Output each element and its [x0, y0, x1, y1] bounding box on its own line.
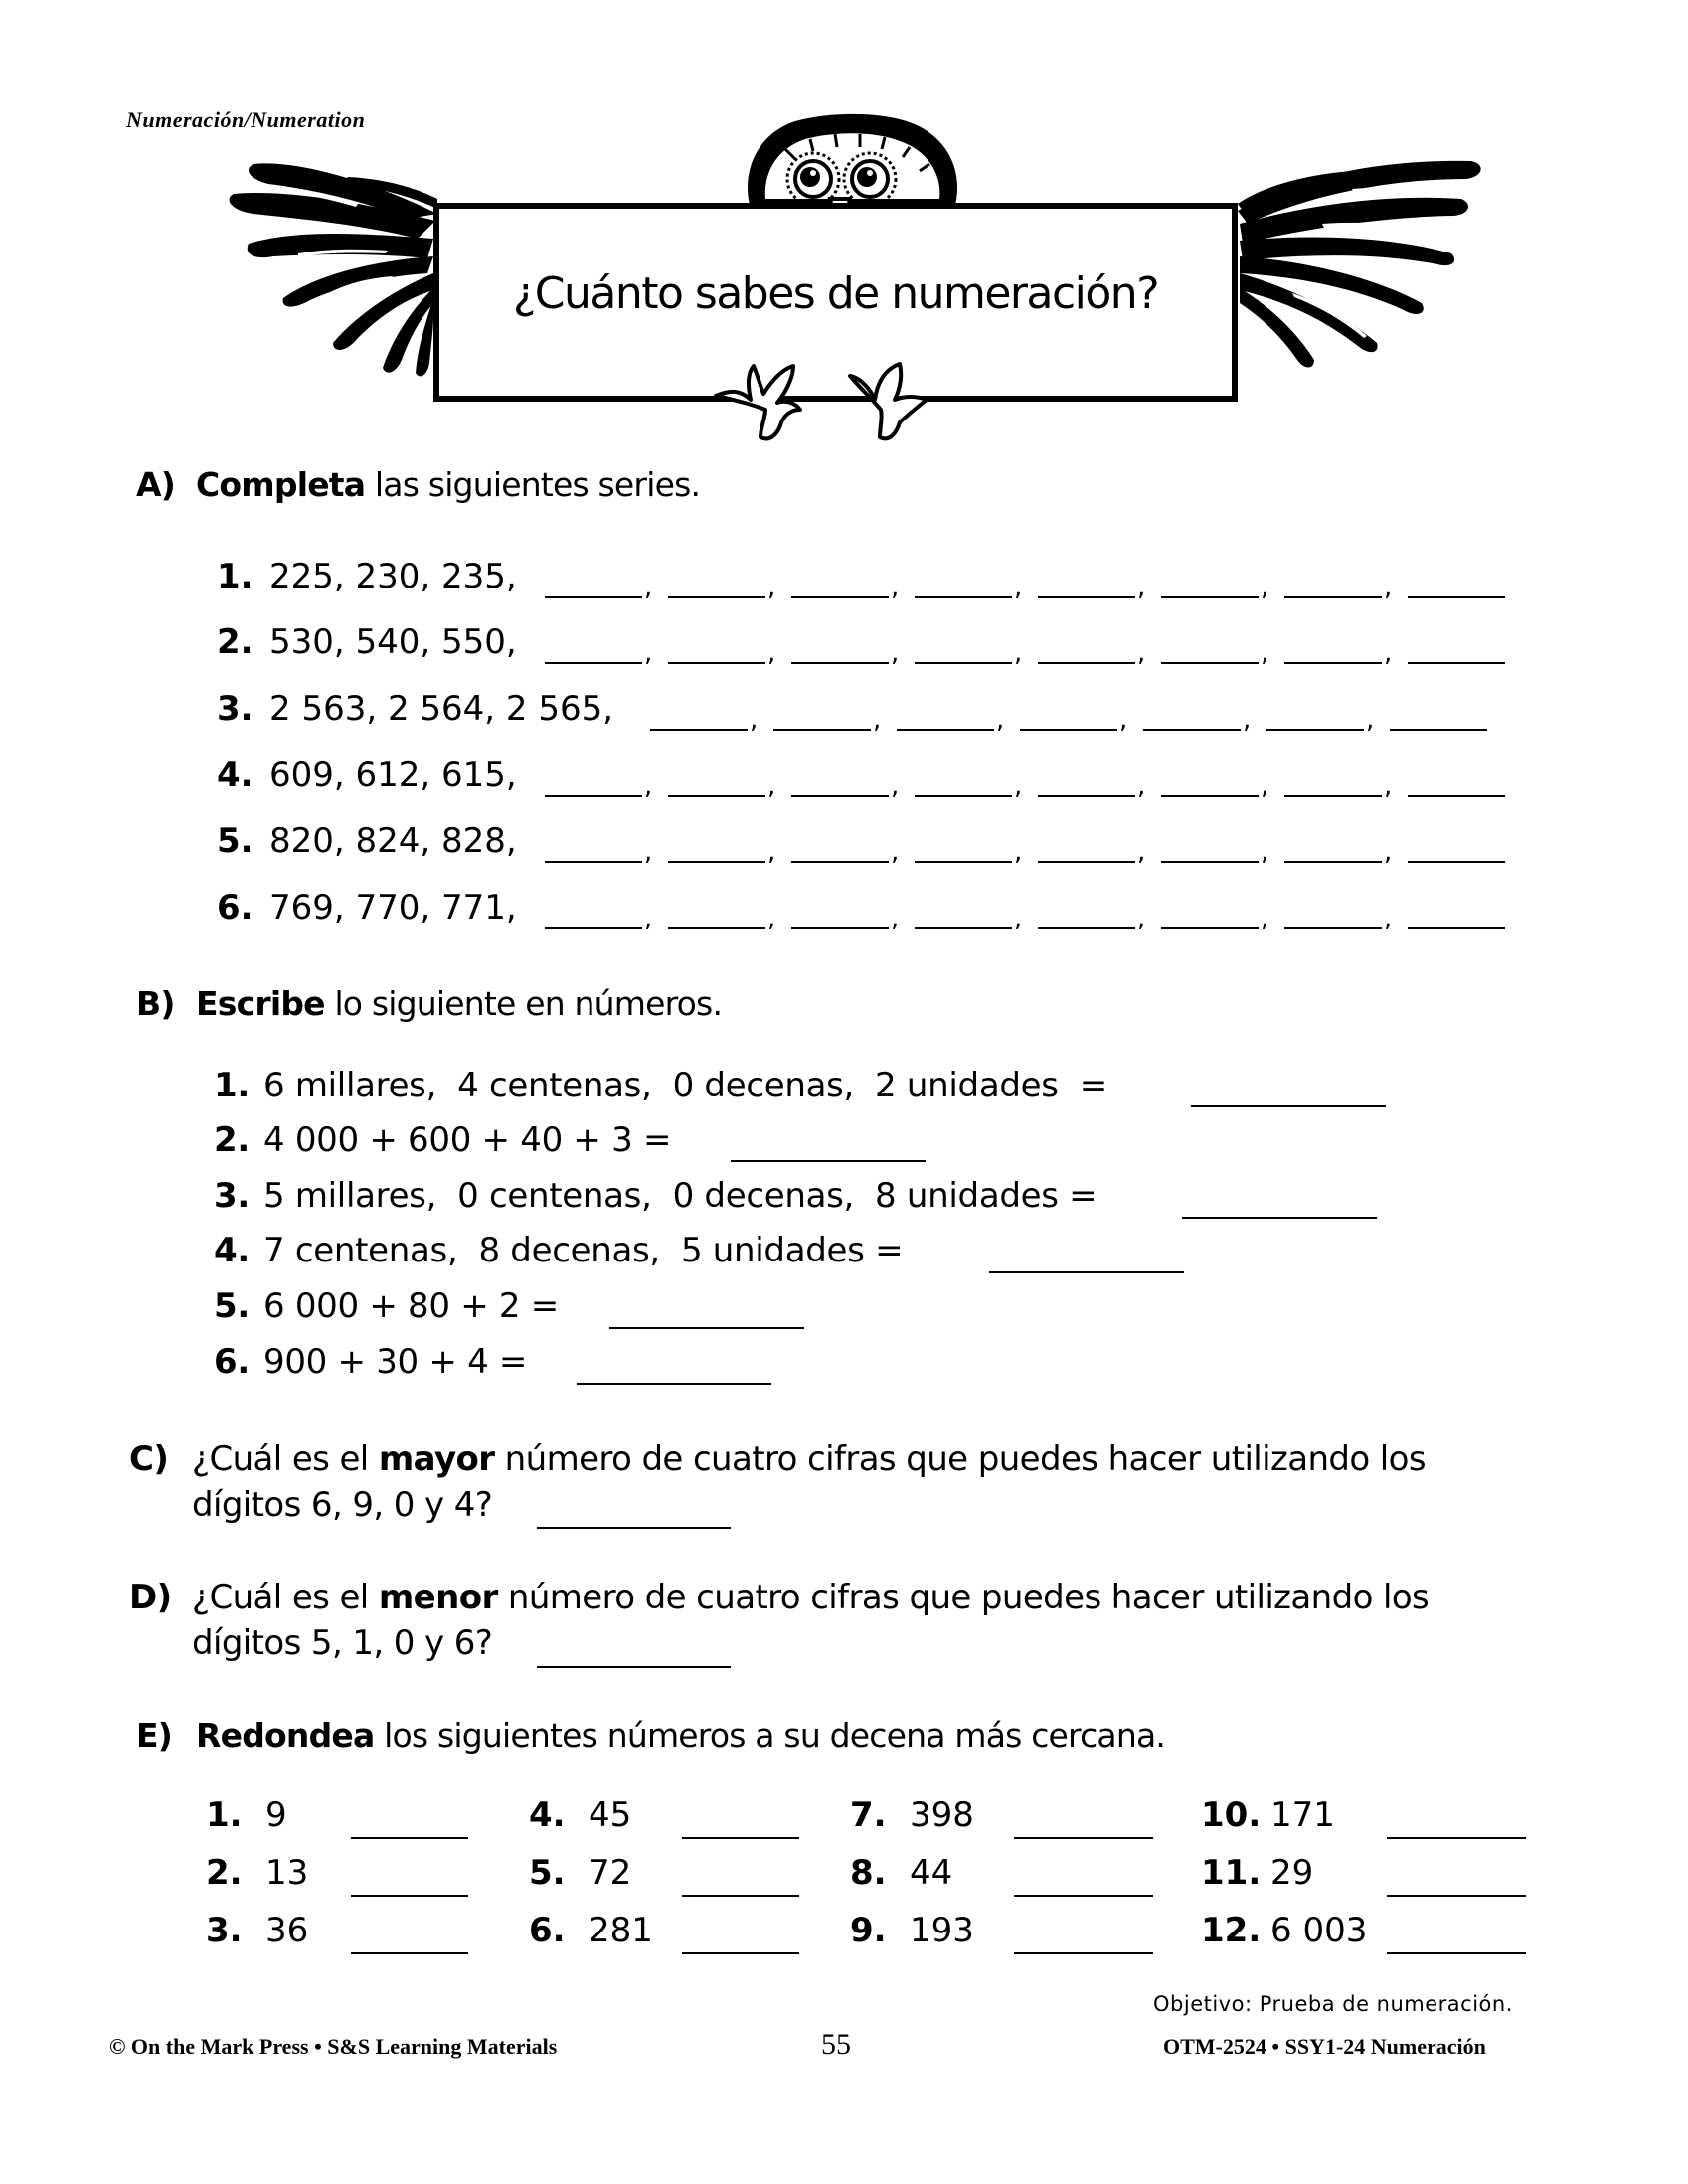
comma-separator: ,: [891, 837, 900, 867]
page-number: 55: [821, 2028, 851, 2061]
series-blank[interactable]: [915, 662, 1012, 664]
series-blank[interactable]: [1020, 729, 1117, 731]
series-blank[interactable]: [791, 795, 889, 797]
series-blank[interactable]: [1284, 662, 1382, 664]
answer-blank-b6[interactable]: [577, 1383, 771, 1385]
series-blank[interactable]: [668, 662, 765, 664]
rounding-answer-blank[interactable]: [1014, 1895, 1153, 1897]
series-blank[interactable]: [1284, 596, 1382, 598]
comma-separator: ,: [644, 638, 653, 668]
comma-separator: ,: [644, 573, 653, 602]
comma-separator: ,: [1119, 705, 1128, 735]
comma-separator: ,: [1366, 705, 1375, 735]
comma-separator: ,: [891, 904, 900, 933]
comma-separator: ,: [1014, 904, 1023, 933]
section-e-heading: [136, 1716, 1528, 1760]
section-a-instruction: las siguientes series.: [365, 465, 701, 504]
section-label: Numeración/Numeration: [126, 107, 366, 132]
rounding-answer-blank[interactable]: [682, 1895, 799, 1897]
series-blank[interactable]: [1161, 662, 1259, 664]
series-blank[interactable]: [1408, 861, 1505, 863]
series-blank[interactable]: [1284, 861, 1382, 863]
section-a-heading: [136, 465, 1528, 509]
series-blank[interactable]: [915, 795, 1012, 797]
series-blank[interactable]: [545, 596, 642, 598]
comma-separator: ,: [767, 771, 776, 801]
series-blank[interactable]: [1038, 795, 1135, 797]
series-blank[interactable]: [1161, 795, 1259, 797]
section-c-question: ¿Cuál es el mayor número de cuatro cifras que puedes hacer utilizando los: [192, 1439, 1426, 1479]
series-blank[interactable]: [545, 795, 642, 797]
section-c-question-line2: dígitos 6, 9, 0 y 4?: [192, 1485, 493, 1525]
series-blank[interactable]: [545, 662, 642, 664]
comma-separator: ,: [1014, 638, 1023, 668]
comma-separator: ,: [1014, 837, 1023, 867]
series-blank[interactable]: [1161, 861, 1259, 863]
comma-separator: ,: [1014, 573, 1023, 602]
series-blank[interactable]: [897, 729, 994, 731]
rounding-answer-blank[interactable]: [351, 1895, 468, 1897]
section-b-instruction: lo siguiente en números.: [324, 984, 723, 1023]
section-c-letter: C): [129, 1439, 169, 1479]
answer-blank-d[interactable]: [537, 1666, 731, 1668]
comma-separator: ,: [1261, 573, 1269, 602]
series-blank[interactable]: [1284, 795, 1382, 797]
comma-separator: ,: [767, 904, 776, 933]
series-blank[interactable]: [1038, 861, 1135, 863]
publisher-credit: © On the Mark Press • S&S Learning Materials: [109, 2034, 558, 2059]
series-blank[interactable]: [1390, 729, 1487, 731]
section-e-instruction: los siguientes números a su decena más cercana.: [374, 1716, 1166, 1755]
rounding-answer-blank[interactable]: [1387, 1952, 1526, 1954]
comma-separator: ,: [1261, 837, 1269, 867]
rounding-answer-blank[interactable]: [1014, 1837, 1153, 1839]
series-blank[interactable]: [668, 927, 765, 929]
comma-separator: ,: [891, 573, 900, 602]
series-blank[interactable]: [1284, 927, 1382, 929]
series-blank[interactable]: [1161, 596, 1259, 598]
section-d-question-line2: dígitos 5, 1, 0 y 6?: [192, 1623, 493, 1663]
series-blank[interactable]: [1408, 795, 1505, 797]
answer-blank-b4[interactable]: [989, 1271, 1184, 1273]
comma-separator: ,: [891, 638, 900, 668]
comma-separator: ,: [1384, 771, 1393, 801]
rounding-answer-blank[interactable]: [1387, 1895, 1526, 1897]
series-blank[interactable]: [791, 861, 889, 863]
comma-separator: ,: [1384, 638, 1393, 668]
comma-separator: ,: [996, 705, 1005, 735]
series-blank[interactable]: [1161, 927, 1259, 929]
series-blank[interactable]: [791, 662, 889, 664]
rounding-answer-blank[interactable]: [682, 1837, 799, 1839]
comma-separator: ,: [767, 638, 776, 668]
comma-separator: ,: [1261, 638, 1269, 668]
rounding-answer-blank[interactable]: [1014, 1952, 1153, 1954]
comma-separator: ,: [1137, 638, 1146, 668]
comma-separator: ,: [1384, 904, 1393, 933]
series-blank[interactable]: [545, 927, 642, 929]
series-blank[interactable]: [791, 596, 889, 598]
comma-separator: ,: [767, 837, 776, 867]
left-wing-icon: [230, 163, 437, 376]
section-d-letter: D): [129, 1578, 172, 1617]
page-title: ¿Cuánto sabes de numeración?: [512, 268, 1159, 319]
comma-separator: ,: [1137, 837, 1146, 867]
rounding-answer-blank[interactable]: [682, 1952, 799, 1954]
series-blank[interactable]: [1408, 662, 1505, 664]
answer-blank-b3[interactable]: [1182, 1217, 1377, 1219]
section-d-keyword: menor: [378, 1578, 498, 1617]
comma-separator: ,: [1261, 904, 1269, 933]
comma-separator: ,: [1137, 771, 1146, 801]
series-blank[interactable]: [915, 596, 1012, 598]
section-d-question: ¿Cuál es el menor número de cuatro cifras que puedes hacer utilizando los: [192, 1578, 1430, 1617]
objective-note: Objetivo: Prueba de numeración.: [1153, 1992, 1513, 2016]
series-blank[interactable]: [1038, 596, 1135, 598]
comma-separator: ,: [1261, 771, 1269, 801]
series-blank[interactable]: [773, 729, 871, 731]
section-c-keyword: mayor: [378, 1439, 495, 1479]
series-blank[interactable]: [791, 927, 889, 929]
comma-separator: ,: [750, 705, 759, 735]
series-blank[interactable]: [1038, 662, 1135, 664]
comma-separator: ,: [644, 904, 653, 933]
comma-separator: ,: [1243, 705, 1252, 735]
series-blank[interactable]: [545, 861, 642, 863]
section-b-heading: [136, 984, 1528, 1028]
comma-separator: ,: [644, 771, 653, 801]
comma-separator: ,: [1014, 771, 1023, 801]
rounding-answer-blank[interactable]: [1387, 1837, 1526, 1839]
series-blank[interactable]: [1143, 729, 1241, 731]
section-b-verb: Escribe: [196, 984, 325, 1023]
answer-blank-b2[interactable]: [731, 1160, 926, 1162]
series-blank[interactable]: [915, 861, 1012, 863]
series-blank[interactable]: [1266, 729, 1364, 731]
section-e-letter: E): [136, 1716, 173, 1755]
series-blank[interactable]: [668, 861, 765, 863]
series-blank[interactable]: [1408, 927, 1505, 929]
series-blank[interactable]: [1408, 596, 1505, 598]
answer-blank-b5[interactable]: [609, 1327, 804, 1329]
comma-separator: ,: [644, 837, 653, 867]
section-b-letter: B): [136, 984, 175, 1023]
rounding-answer-blank[interactable]: [351, 1837, 468, 1839]
comma-separator: ,: [1137, 573, 1146, 602]
series-blank[interactable]: [668, 795, 765, 797]
series-blank[interactable]: [668, 596, 765, 598]
comma-separator: ,: [1137, 904, 1146, 933]
rounding-answer-blank[interactable]: [351, 1952, 468, 1954]
section-a-letter: A): [136, 465, 176, 504]
comma-separator: ,: [1384, 837, 1393, 867]
series-blank[interactable]: [650, 729, 748, 731]
series-blank[interactable]: [1038, 927, 1135, 929]
comma-separator: ,: [767, 573, 776, 602]
title-sign: [433, 203, 1238, 402]
answer-blank-c[interactable]: [537, 1527, 731, 1529]
section-a-verb: Completa: [196, 465, 366, 504]
series-blank[interactable]: [915, 927, 1012, 929]
section-e-verb: Redondea: [196, 1716, 375, 1755]
product-code: OTM-2524 • SSY1-24 Numeración: [1163, 2034, 1486, 2059]
comma-separator: ,: [1384, 573, 1393, 602]
comma-separator: ,: [891, 771, 900, 801]
answer-blank-b1[interactable]: [1191, 1105, 1386, 1107]
comma-separator: ,: [873, 705, 882, 735]
